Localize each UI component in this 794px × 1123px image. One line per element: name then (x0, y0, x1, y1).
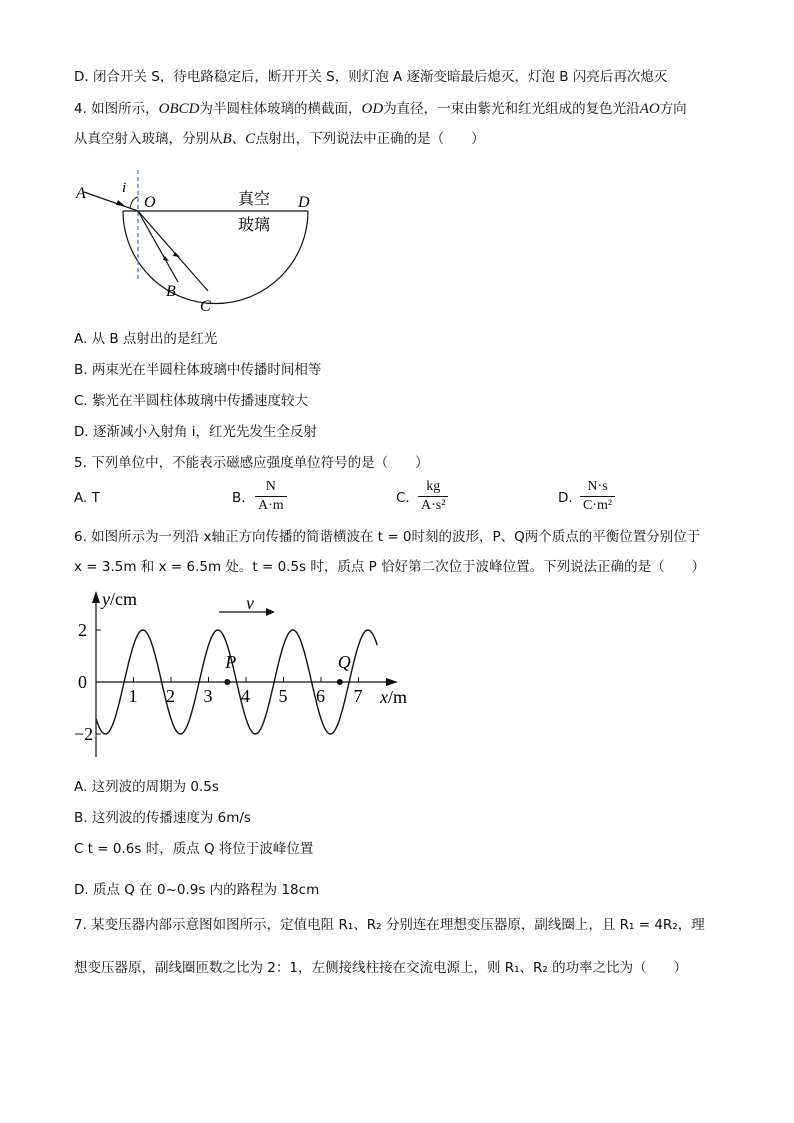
q4-stem-line2 (74, 130, 485, 148)
x-tick-label: 7 (353, 686, 363, 706)
q5-c-denominator: A·s² (421, 498, 446, 513)
q5-option-d-fraction (580, 479, 615, 514)
q4-option-a: A. 从 B 点射出的是红光 (74, 331, 218, 347)
label-i: i (122, 180, 127, 196)
q5-option-b-label: B. (232, 490, 246, 506)
x-tick-label: 5 (278, 686, 288, 706)
q4-stem-b: 为半圆柱体玻璃的横截面， (199, 101, 362, 117)
q4-stem-line2a: 从真空射入玻璃，分别从 (74, 131, 223, 147)
q4-stem-line1 (74, 100, 687, 118)
q4-figure (70, 170, 330, 320)
point-p (224, 679, 230, 685)
x-tick-label: 1 (128, 686, 138, 706)
q4-point-c: C (245, 131, 256, 147)
q4-option-d: D. 逐渐减小入射角 i，红光先发生全反射 (74, 424, 318, 440)
q7-stem-line1: 7. 某变压器内部示意图如图所示，定值电阻 R₁、R₂ 分别连在理想变压器原，副线圈上，且 R₁ = 4R₂，理 (74, 917, 705, 933)
velocity-arrow-icon (266, 608, 275, 616)
q5-b-denominator: A·m (258, 498, 284, 513)
q4-option-b: B. 两束光在半圆柱体玻璃中传播时间相等 (74, 362, 322, 378)
q6-option-a: A. 这列波的周期为 0.5s (74, 779, 219, 795)
y-axis-label: y/cm (102, 589, 137, 609)
ray-to-b (138, 211, 178, 282)
label-o: O (144, 194, 156, 211)
q7-stem-line2: 想变压器原，副线圈匝数之比为 2：1，左侧接线柱接在交流电源上，则 R₁、R₂ 的功率之比为（ ） (74, 960, 688, 976)
q5-b-numerator: N (265, 479, 276, 494)
label-glass: 玻璃 (238, 217, 271, 234)
q5-c-numerator: kg (426, 479, 441, 494)
q4-stem-d: 方向 (659, 101, 687, 117)
q4-sep: 、 (231, 131, 246, 147)
label-b: B (166, 283, 176, 300)
q5-option-c-fraction (418, 479, 448, 514)
velocity-label: v (246, 593, 254, 613)
angle-i-arc (130, 197, 138, 208)
label-vacuum: 真空 (238, 191, 271, 208)
q4-ao: AO (639, 101, 660, 117)
q5-stem: 5. 下列单位中，不能表示磁感应强度单位符号的是（ ） (74, 455, 429, 471)
x-tick-label: 2 (166, 686, 175, 706)
point-p-label: P (225, 652, 237, 672)
incident-arrow-icon (116, 200, 125, 206)
x-tick-label: 4 (241, 686, 250, 706)
q5-d-numerator: N·s (587, 479, 608, 494)
q4-od: OD (361, 101, 384, 117)
x-axis-arrow-icon (386, 678, 398, 686)
label-a: A (76, 185, 86, 202)
q5-option-b-fraction (255, 479, 287, 514)
q6-option-b: B. 这列波的传播速度为 6m/s (74, 810, 251, 826)
prev-option-d: D. 闭合开关 S，待电路稳定后，断开开关 S，则灯泡 A 逐渐变暗最后熄灭，灯泡 B 闪亮后再次熄灭 (74, 69, 668, 85)
q5-option-d-label: D. (558, 490, 573, 506)
q4-stem-line2b: 点射出，下列说法中正确的是（ ） (255, 131, 485, 147)
q6-option-c: C t = 0.6s 时，质点 Q 将位于波峰位置 (74, 841, 314, 857)
y-tick-label: −2 (74, 724, 94, 744)
point-q (337, 679, 343, 685)
y-tick-label: 0 (78, 672, 87, 692)
q6-stem-line2: x = 3.5m 和 x = 6.5m 处。t = 0.5s 时，质点 P 恰好第二次位于波峰位置。下列说法正确的是（ ） (74, 559, 706, 575)
point-q-label: Q (337, 652, 351, 672)
y-axis-arrow-icon (92, 591, 100, 603)
q5-option-c-label: C. (396, 490, 410, 506)
label-d: D (298, 194, 310, 211)
q5-d-denominator: C·m² (583, 498, 613, 513)
x-tick-label: 3 (203, 686, 213, 706)
y-tick-label: 2 (78, 620, 87, 640)
q4-stem-c: 为直径，一束由紫光和红光组成的复色光沿 (383, 101, 640, 117)
x-tick-label: 6 (316, 686, 325, 706)
q4-point-b: B (222, 131, 232, 147)
q4-stem-a: 4. 如图所示， (74, 101, 159, 117)
q5-option-a: A. T (74, 490, 100, 506)
label-c: C (200, 298, 211, 315)
q4-option-c: C. 紫光在半圆柱体玻璃中传播速度较大 (74, 393, 309, 409)
ray-to-c (138, 211, 208, 291)
x-axis-label: x/m (380, 687, 408, 707)
q6-stem-line1: 6. 如图所示为一列沿 x轴正方向传播的简谐横波在 t = 0时刻的波形，P、Q两个质点的平衡位置分别位于 (74, 529, 701, 545)
q6-option-d: D. 质点 Q 在 0~0.9s 内的路程为 18cm (74, 882, 320, 898)
q4-obcd: OBCD (158, 101, 200, 117)
incident-ray (84, 192, 138, 211)
q6-wave-chart (74, 585, 424, 770)
